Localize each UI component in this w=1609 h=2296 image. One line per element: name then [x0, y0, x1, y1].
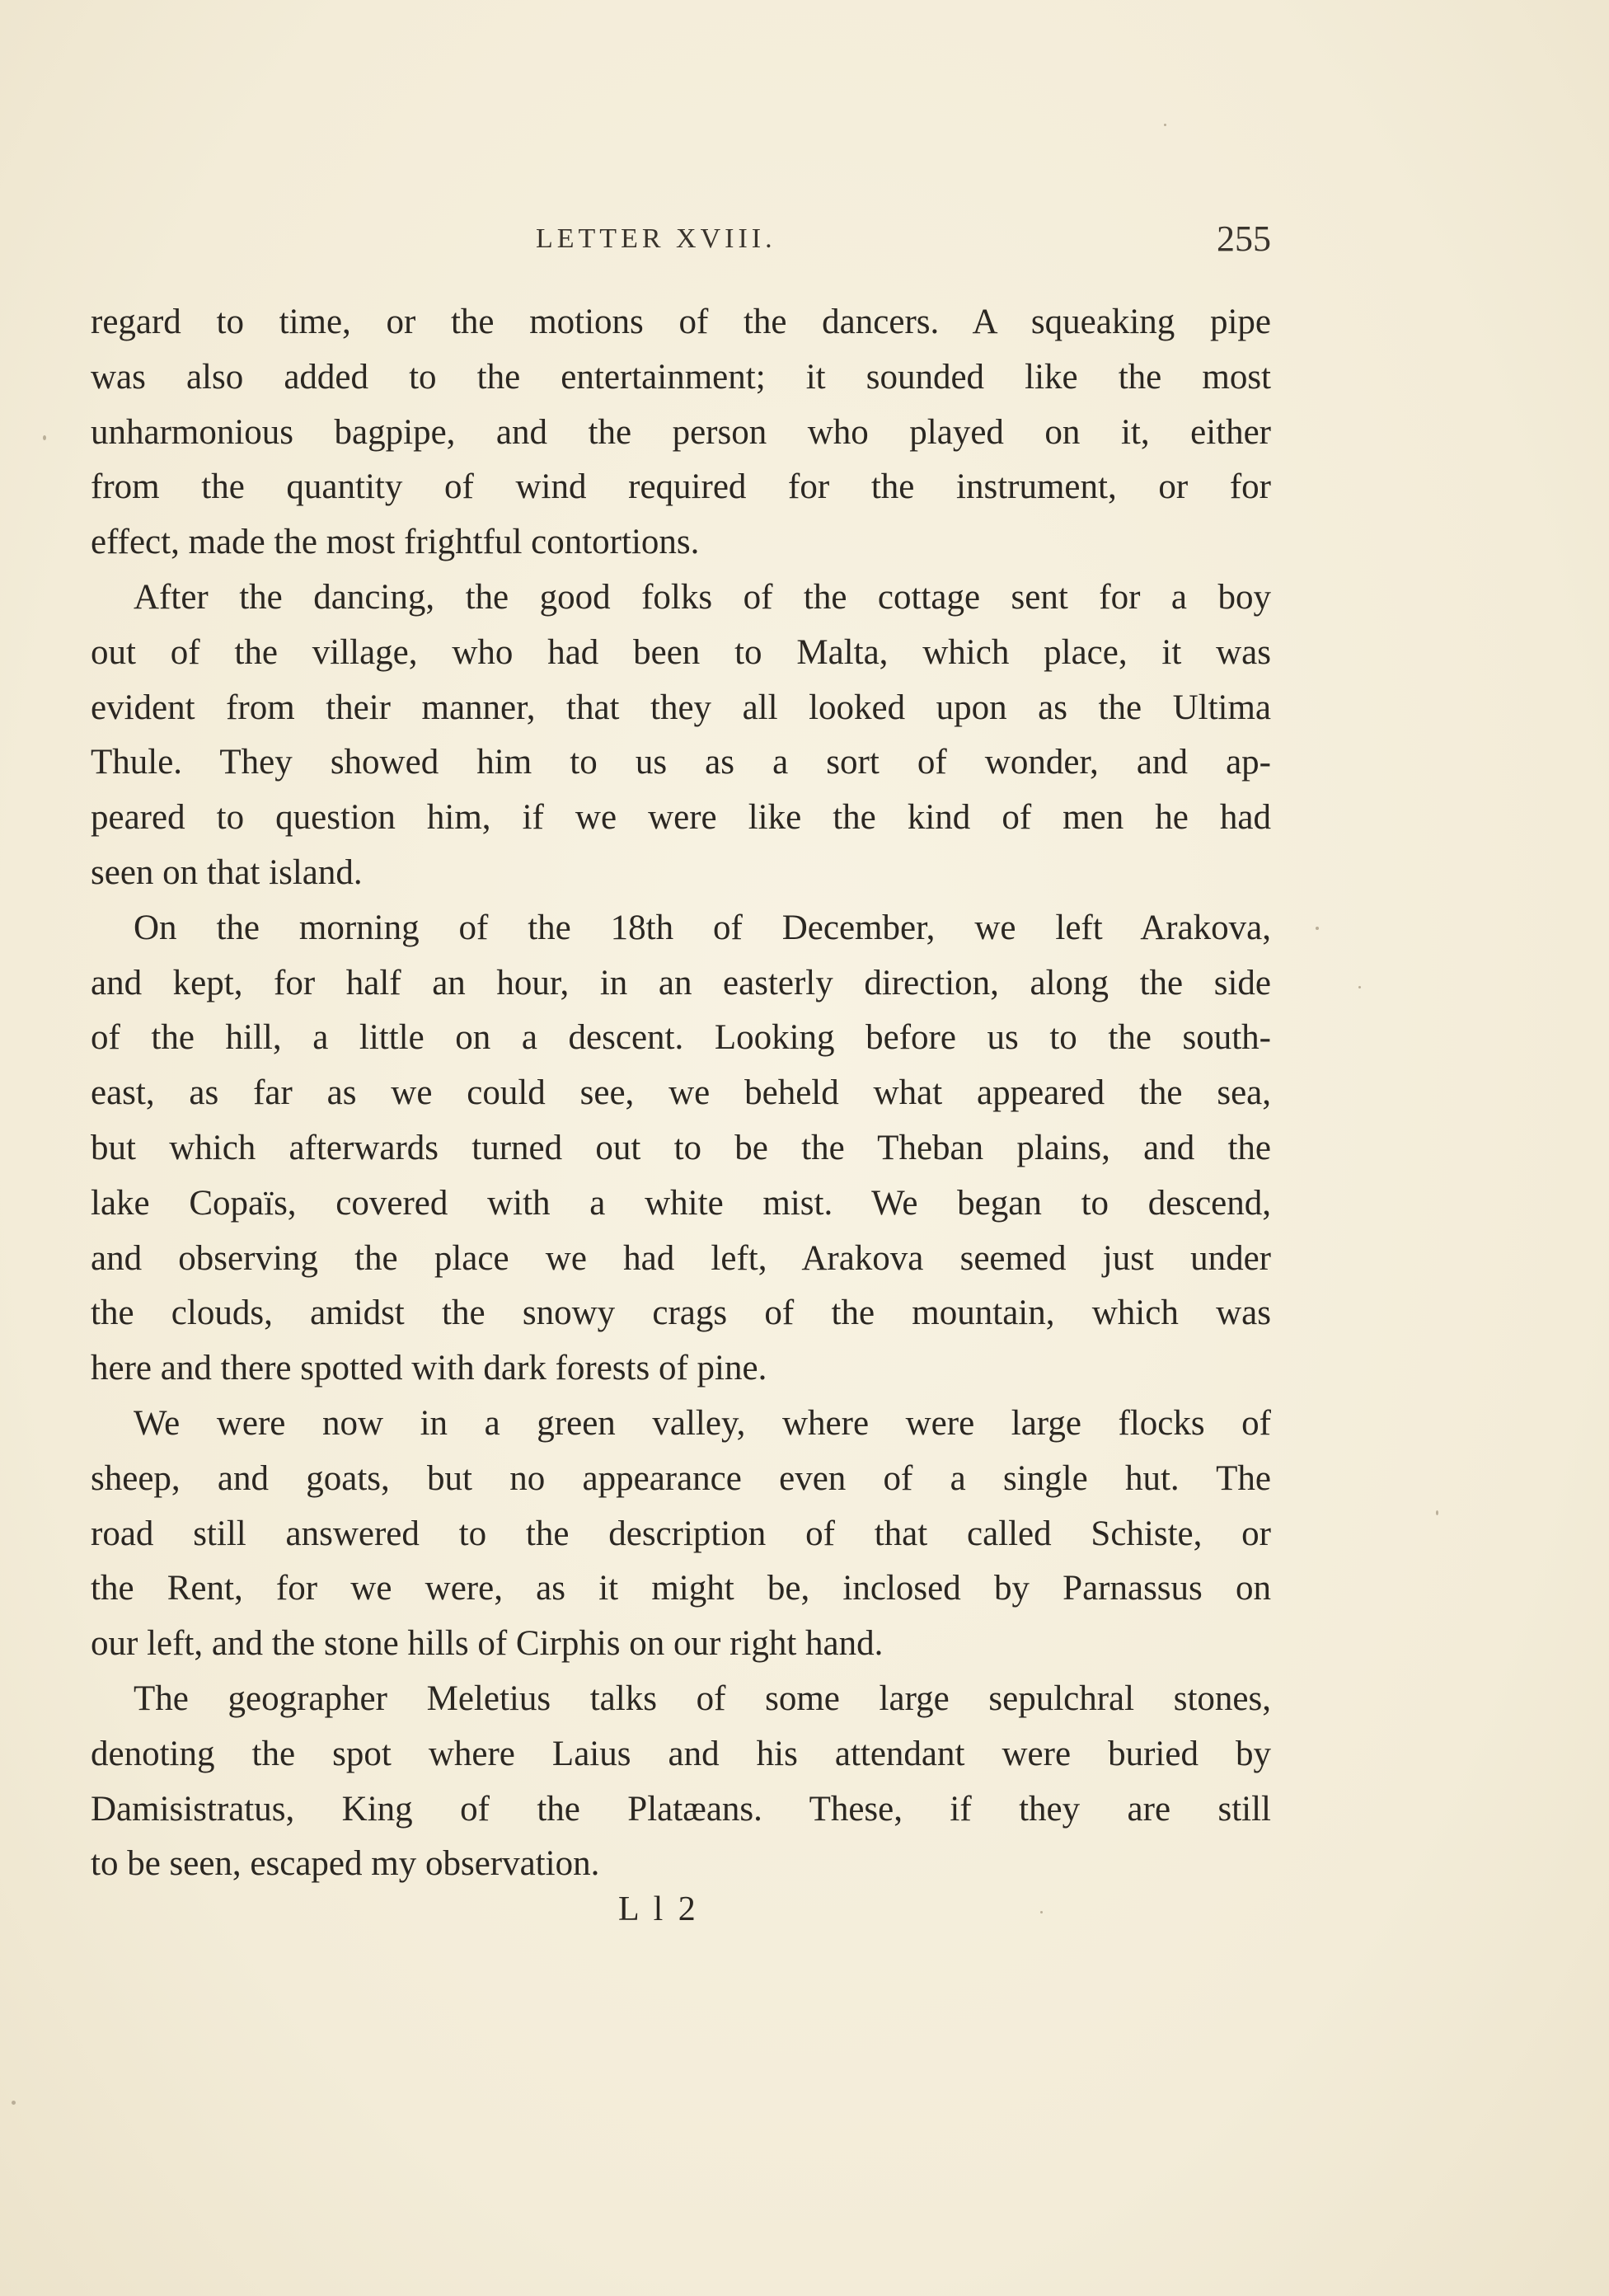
paper-speck [1164, 124, 1166, 126]
body-text [91, 295, 1271, 1892]
text-line: denoting the spot where Laius and his attendant were buried by [91, 1734, 1271, 1773]
paper-speck [1316, 927, 1319, 930]
paragraph-1 [91, 295, 1271, 570]
text-line: effect, made the most frightful contortions. [91, 523, 700, 562]
text-line: seen on that island. [91, 852, 363, 892]
text-line: road still answered to the description of that called Schiste, or [91, 1514, 1271, 1553]
text-line: unharmonious bagpipe, and the person who played on it, either [91, 412, 1271, 452]
paragraph-5 [91, 1672, 1271, 1892]
text-line: of the hill, a little on a descent. Looking before us to the south- [91, 1018, 1271, 1058]
text-line: the clouds, amidst the snowy crags of the mountain, which was [91, 1294, 1271, 1333]
paper-speck [1040, 1911, 1043, 1913]
text-line: but which afterwards turned out to be the Theban plains, and the [91, 1128, 1271, 1167]
text-line: east, as far as we could see, we beheld what appeared the sea, [91, 1073, 1271, 1113]
text-line: peared to question him, if we were like the kind of men he had [91, 798, 1271, 838]
running-head-title: LETTER XVIII. [536, 223, 776, 254]
text-line: out of the village, who had been to Malta, which place, it was [91, 632, 1271, 672]
paper-speck [1436, 1510, 1438, 1515]
text-line: was also added to the entertainment; it sounded like the most [91, 357, 1271, 397]
text-line: regard to time, or the motions of the dancers. A squeaking pipe [91, 303, 1271, 341]
text-line: Thule. They showed him to us as a sort of wonder, and ap- [91, 743, 1271, 782]
text-line: to be seen, escaped my observation. [91, 1844, 600, 1884]
text-line: The geographer Meletius talks of some large sepulchral stones, [134, 1679, 1271, 1718]
paragraph-3 [91, 901, 1271, 1397]
text-line: from the quantity of wind required for the instrument, or for [91, 467, 1271, 507]
text-line: and observing the place we had left, Arakova seemed just under [91, 1238, 1271, 1278]
text-line: On the morning of the 18th of December, we left Arakova, [134, 908, 1271, 947]
text-line: lake Copaïs, covered with a white mist. We began to descend, [91, 1183, 1271, 1223]
text-line: evident from their manner, that they all looked upon as the Ultima [91, 688, 1271, 727]
text-line: our left, and the stone hills of Cirphis on our right hand. [91, 1624, 884, 1664]
signature-mark: L l 2 [618, 1890, 699, 1928]
paragraph-2 [91, 570, 1271, 901]
text-line: We were now in a green valley, where were large flocks of [134, 1403, 1271, 1443]
text-line: and kept, for half an hour, in an easterly direction, along the side [91, 963, 1271, 1002]
text-line: sheep, and goats, but no appearance even of a single hut. The [91, 1458, 1271, 1498]
running-head [91, 214, 1271, 264]
text-line: After the dancing, the good folks of the cottage sent for a boy [134, 577, 1271, 617]
text-line: here and there spotted with dark forests of pine. [91, 1349, 767, 1388]
page-number: 255 [1217, 218, 1271, 259]
paper-speck [1358, 986, 1361, 988]
paper-speck [12, 2101, 16, 2105]
paragraph-4 [91, 1397, 1271, 1672]
paper-speck [43, 435, 46, 440]
text-line: the Rent, for we were, as it might be, inclosed by Parnassus on [91, 1569, 1271, 1608]
text-line: Damisistratus, King of the Platæans. These, if they are still [91, 1789, 1271, 1829]
